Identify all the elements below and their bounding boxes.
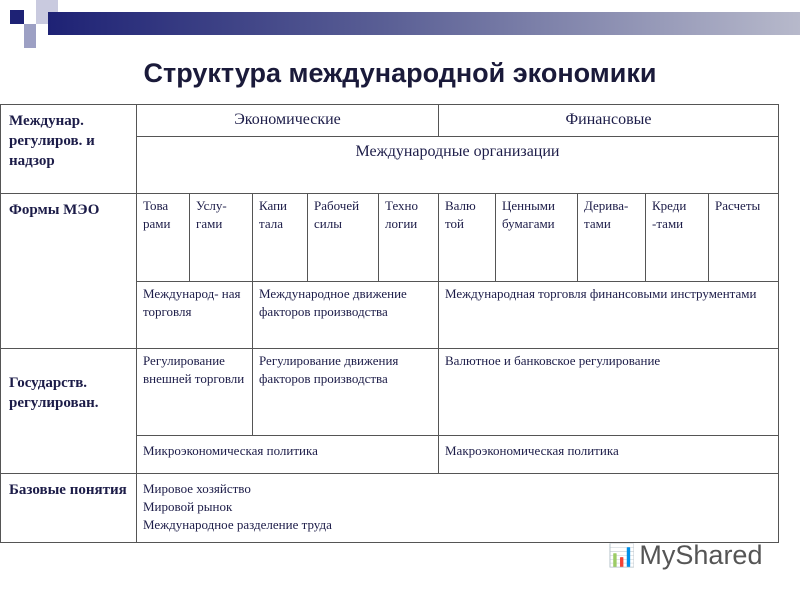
header-economic: Экономические bbox=[136, 104, 439, 137]
form-cell: Валю той bbox=[438, 193, 496, 282]
decor-square bbox=[10, 10, 24, 24]
form-cell: Капи тала bbox=[252, 193, 308, 282]
form-cell: Креди -тами bbox=[645, 193, 709, 282]
form-cell: Расчеты bbox=[708, 193, 779, 282]
watermark-text: MyShared bbox=[639, 540, 763, 570]
form-cell: Услу- гами bbox=[189, 193, 253, 282]
header-orgs: Международные организации bbox=[136, 136, 779, 194]
header-gradient-bar bbox=[48, 12, 800, 35]
macro-policy-cell: Макроэкономическая политика bbox=[438, 435, 779, 474]
form-cell: Това рами bbox=[136, 193, 190, 282]
micro-policy-cell: Микроэкономическая политика bbox=[136, 435, 439, 474]
fin-trade-cell: Международная торговля финансовыми инструментами bbox=[438, 281, 779, 349]
form-cell: Рабочей силы bbox=[307, 193, 379, 282]
header-financial: Финансовые bbox=[438, 104, 779, 137]
row-label-basic: Базовые понятия bbox=[0, 473, 137, 543]
basic-concepts-cell bbox=[136, 473, 779, 543]
form-cell: Техно логии bbox=[378, 193, 439, 282]
decor-square bbox=[24, 24, 36, 36]
form-cell: Дерива- тами bbox=[577, 193, 646, 282]
row-label-state: Государств. регулирован. bbox=[0, 348, 137, 474]
watermark-logo bbox=[608, 540, 762, 571]
form-cell: Ценными бумагами bbox=[495, 193, 578, 282]
factor-reg-cell: Регулирование движения факторов производства bbox=[252, 348, 439, 436]
presentation-icon: 📊 bbox=[608, 542, 636, 568]
currency-reg-cell: Валютное и банковское регулирование bbox=[438, 348, 779, 436]
row-label-regulation: Междунар. регулиров. и надзор bbox=[0, 104, 137, 194]
intl-trade-cell: Международ- ная торговля bbox=[136, 281, 253, 349]
factor-movement-cell: Международное движение факторов производства bbox=[252, 281, 439, 349]
decor-square bbox=[24, 36, 36, 48]
foreign-trade-reg-cell: Регулирование внешней торговли bbox=[136, 348, 253, 436]
basic-concept: Международное разделение труда bbox=[143, 517, 332, 532]
page-title: Структура международной экономики bbox=[143, 58, 657, 88]
basic-concept: Мировое хозяйство bbox=[143, 481, 251, 496]
row-label-forms: Формы МЭО bbox=[0, 193, 137, 349]
basic-concept: Мировой рынок bbox=[143, 499, 233, 514]
